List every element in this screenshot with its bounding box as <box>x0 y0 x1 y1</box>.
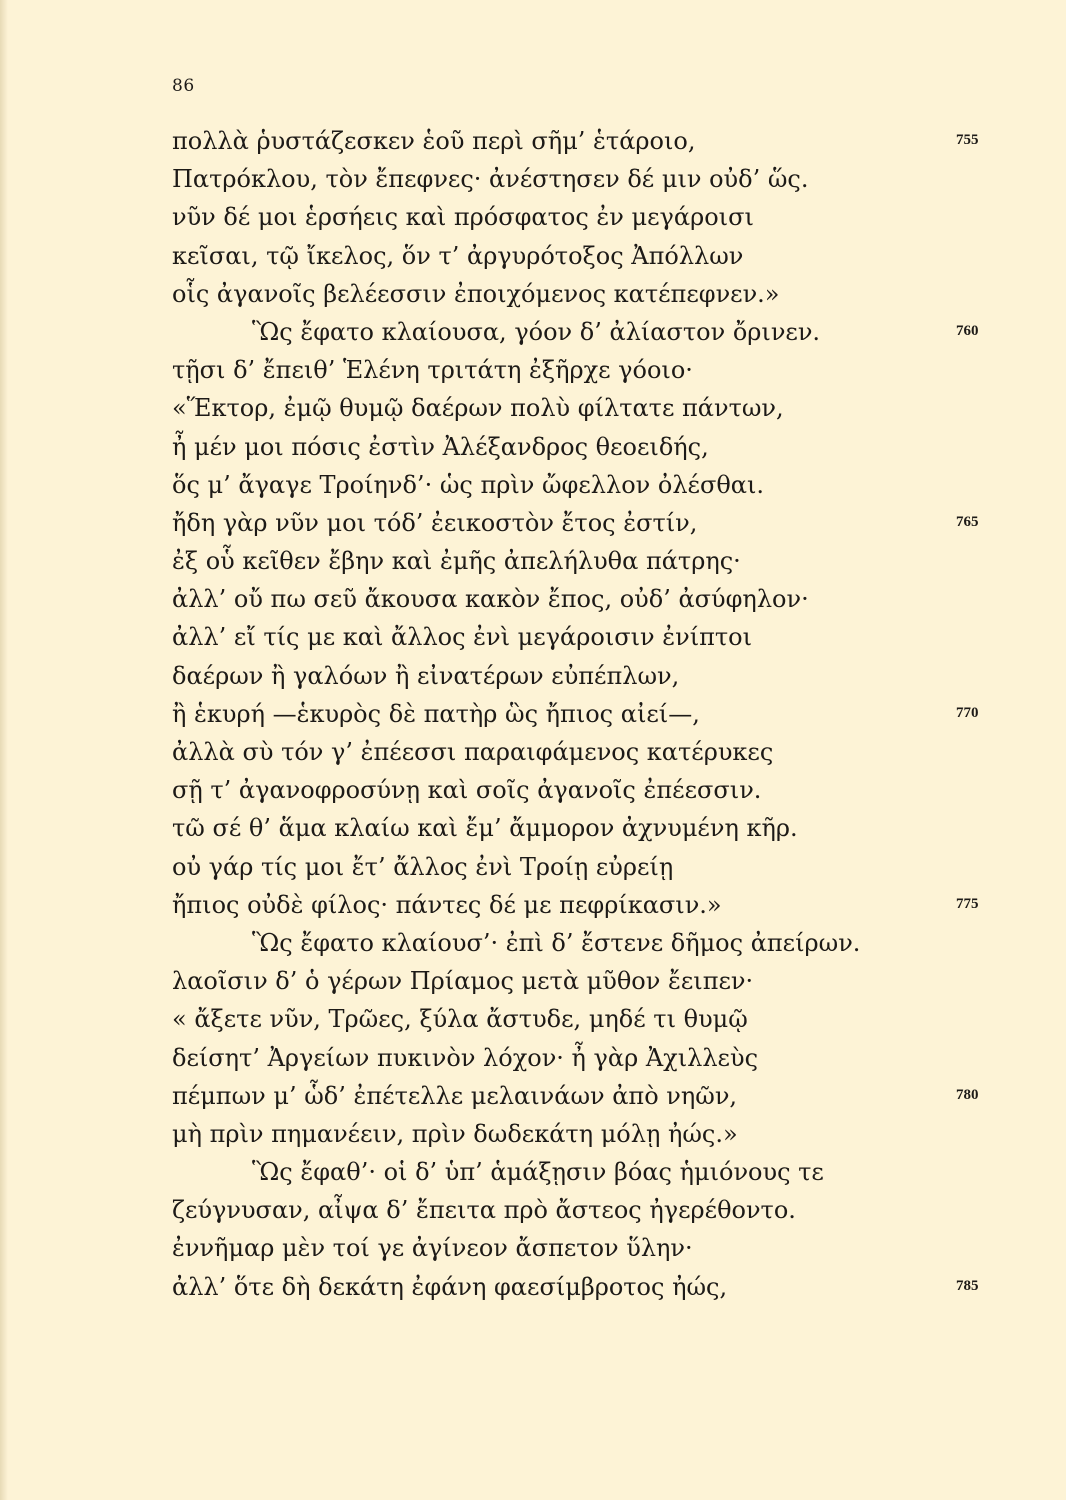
verse-text: τῶ σέ θ’ ἅμα κλαίω καὶ ἔμ’ ἄμμορον ἀχνυμένη κῆρ. <box>172 814 798 843</box>
verse-text: τῇσι δ’ ἔπειθ’ Ἑλένη τριτάτη ἐξῆρχε γόοιο· <box>172 356 693 385</box>
verse-line <box>172 1077 992 1115</box>
verse-line <box>172 313 992 351</box>
verse-text: ἀλλ’ ὅτε δὴ δεκάτη ἐφάνη φαεσίμβροτος ἠώς, <box>172 1272 728 1301</box>
verse-text: ἐννῆμαρ μὲν τοί γε ἀγίνεον ἄσπετον ὕλην· <box>172 1234 693 1263</box>
verse-line <box>172 848 992 886</box>
verse-text: ἀλλ’ εἴ τίς με καὶ ἄλλος ἐνὶ μεγάροισιν ἐνίπτοι <box>172 623 753 652</box>
verse-text: πολλὰ ῥυστάζεσκεν ἑοῦ περὶ σῆμ’ ἑτάροιο, <box>172 127 696 155</box>
verse-text: ἀλλὰ σὺ τόν γ’ ἐπέεσσι παραιφάμενος κατέρυκες <box>172 738 774 766</box>
verse-text: ἐξ οὗ κεῖθεν ἔβην καὶ ἐμῆς ἀπελήλυθα πάτρης· <box>172 547 741 576</box>
verse-text: οὐ γάρ τίς μοι ἔτ’ ἄλλος ἐνὶ Τροίῃ εὐρείῃ <box>172 852 674 881</box>
verse-text: « ἄξετε νῦν, Τρῶες, ξύλα ἄστυδε, μηδέ τι θυμῷ <box>172 1005 748 1034</box>
line-number: 780 <box>956 1086 979 1103</box>
page-edge <box>0 0 8 1500</box>
verse-line <box>172 618 992 656</box>
line-number: 760 <box>956 322 979 339</box>
verse-line <box>172 695 992 733</box>
verse-text: δαέρων ἢ γαλόων ἢ εἰνατέρων εὐπέπλων, <box>172 661 680 690</box>
verse-line <box>172 1191 992 1229</box>
verse-text: Ὣς ἔφαθ’· οἱ δ’ ὑπ’ ἁμάξῃσιν βόας ἡμιόνους τε <box>252 1158 824 1187</box>
verse-line <box>172 733 992 771</box>
verse-text: σῇ τ’ ἀγανοφροσύνῃ καὶ σοῖς ἀγανοῖς ἐπέεσσιν. <box>172 776 762 805</box>
verse-line <box>172 428 992 466</box>
verse-text: Πατρόκλου, τὸν ἔπεφνες· ἀνέστησεν δέ μιν οὐδ’ ὥς. <box>172 165 809 194</box>
verse-text: ἦ μέν μοι πόσις ἐστὶν Ἀλέξανδρος θεοειδής, <box>172 432 709 461</box>
line-number: 775 <box>956 895 979 912</box>
verse-text: ἀλλ’ οὔ πω σεῦ ἄκουσα κακὸν ἔπος, οὐδ’ ἀσύφηλον· <box>172 585 809 614</box>
verse-line <box>172 1268 992 1306</box>
verse-text: ἤδη γὰρ νῦν μοι τόδ’ ἐεικοστὸν ἔτος ἐστίν, <box>172 508 698 537</box>
verse-line <box>172 122 992 160</box>
line-number: 755 <box>956 132 979 148</box>
verse-line <box>172 160 992 198</box>
verse-text: μὴ πρὶν πημανέειν, πρὶν δωδεκάτη μόλῃ ἠώς.» <box>172 1119 738 1148</box>
line-number: 765 <box>956 513 979 530</box>
verse-line <box>172 657 992 695</box>
verse-line <box>172 542 992 580</box>
verse-text: Ὣς ἔφατο κλαίουσα, γόον δ’ ἀλίαστον ὄρινεν. <box>252 317 821 346</box>
verse-line <box>172 1229 992 1267</box>
verse-text: «Ἕκτορ, ἐμῷ θυμῷ δαέρων πολὺ φίλτατε πάντων, <box>172 394 784 423</box>
verse-line <box>172 886 992 924</box>
line-number: 770 <box>956 704 979 721</box>
verse-text: λαοῖσιν δ’ ὁ γέρων Πρίαμος μετὰ μῦθον ἔειπεν· <box>172 967 754 996</box>
verse-text: ἢ ἑκυρή —ἑκυρὸς δὲ πατὴρ ὣς ἤπιος αἰεί—, <box>172 699 700 728</box>
verse-line <box>172 1039 992 1077</box>
verse-line <box>172 275 992 313</box>
verse-line <box>172 962 992 1000</box>
verse-text: κεῖσαι, τῷ ἴκελος, ὅν τ’ ἀργυρότοξος Ἀπόλλων <box>172 241 744 270</box>
verse-line <box>172 1153 992 1191</box>
verse-line <box>172 351 992 389</box>
verse-line <box>172 504 992 542</box>
verse-text: ἤπιος οὐδὲ φίλος· πάντες δέ με πεφρίκασιν.» <box>172 890 722 919</box>
verse-block <box>172 122 992 1306</box>
verse-line <box>172 1115 992 1153</box>
verse-line <box>172 389 992 427</box>
verse-text: δείσητ’ Ἀργείων πυκινὸν λόχον· ἦ γὰρ Ἀχιλλεὺς <box>172 1043 759 1072</box>
verse-line <box>172 809 992 847</box>
verse-text: ζεύγνυσαν, αἶψα δ’ ἔπειτα πρὸ ἄστεος ἠγερέθοντο. <box>172 1196 796 1225</box>
verse-text: Ὣς ἔφατο κλαίουσ’· ἐπὶ δ’ ἔστενε δῆμος ἀπείρων. <box>252 928 861 957</box>
line-number: 785 <box>956 1277 979 1294</box>
verse-text: ὅς μ’ ἄγαγε Τροίηνδ’· ὡς πρὶν ὤφελλον ὀλέσθαι. <box>172 470 765 499</box>
verse-text: νῦν δέ μοι ἑρσήεις καὶ πρόσφατος ἐν μεγάροισι <box>172 203 754 232</box>
verse-line <box>172 237 992 275</box>
verse-line <box>172 1000 992 1038</box>
verse-line <box>172 924 992 962</box>
page-number: 86 <box>172 76 195 96</box>
verse-line <box>172 771 992 809</box>
verse-line <box>172 198 992 236</box>
verse-line <box>172 466 992 504</box>
verse-line <box>172 580 992 618</box>
verse-text: πέμπων μ’ ὧδ’ ἐπέτελλε μελαινάων ἀπὸ νηῶν, <box>172 1081 738 1110</box>
verse-text: οἷς ἀγανοῖς βελέεσσιν ἐποιχόμενος κατέπεφνεν.» <box>172 279 780 308</box>
